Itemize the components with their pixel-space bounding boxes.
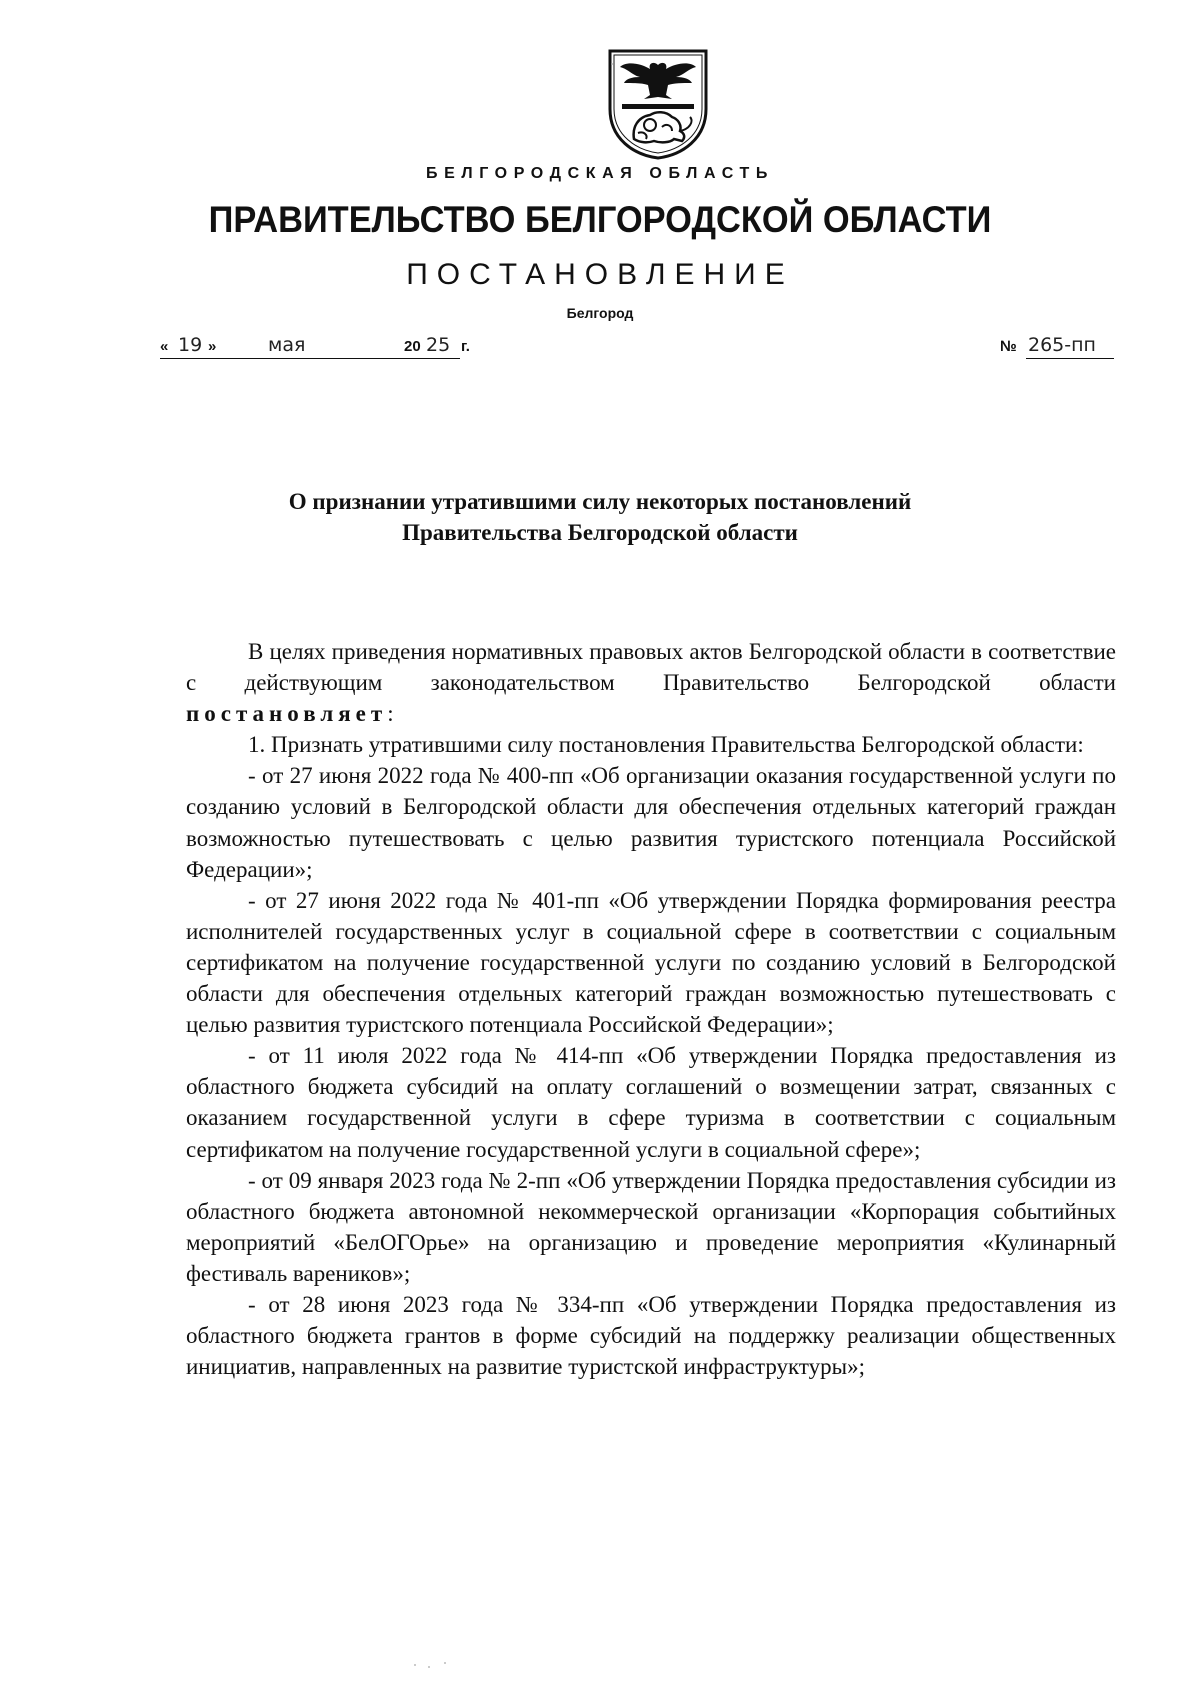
- document-body: [186, 636, 1116, 1382]
- scan-speck: [444, 1662, 446, 1664]
- date-close-quote: »: [208, 338, 217, 355]
- list-item: - от 28 июня 2023 года № 334-пп «Об утверждении Порядка предоставления из областного бюджета грантов в форме субсидий на поддержку реализации общественных инициатив, направленных на развитие туристской инфраструктуры»;: [186, 1291, 1116, 1380]
- list-item: - от 11 июля 2022 года № 414-пп «Об утверждении Порядка предоставления из областного бюджета субсидий на оплату соглашений о возмещении затрат, связанных с оказанием государственной услуги в сфере туризма в соответствии с социальным сертификатом на получение государственной услуги в социальной сфере»;: [186, 1043, 1116, 1162]
- government-name: ПРАВИТЕЛЬСТВО БЕЛГОРОДСКОЙ ОБЛАСТИ: [208, 199, 992, 240]
- intro-paragraph: [186, 636, 1116, 729]
- coat-of-arms-icon: [604, 47, 712, 160]
- city-name: Белгород: [566, 305, 634, 321]
- scan-speck: [414, 1664, 416, 1666]
- scan-speck: [611, 63, 613, 65]
- number-label: №: [1000, 338, 1017, 355]
- resolves-word: постановляет: [186, 701, 388, 727]
- scan-speck: [428, 1666, 430, 1668]
- date-year-suffix: 25: [426, 334, 451, 356]
- region-name: БЕЛГОРОДСКАЯ ОБЛАСТЬ: [426, 165, 774, 182]
- date-year-mark: г.: [461, 338, 470, 355]
- date-line: [160, 334, 490, 362]
- list-item: - от 09 января 2023 года № 2-пп «Об утверждении Порядка предоставления субсидии из областного бюджета автономной некоммерческой организации «Корпорация событийных мероприятий «БелОГОрье» на организацию и проведение мероприятия «Кулинарный фестиваль вареников»;: [186, 1167, 1116, 1286]
- document-title: [0, 486, 1200, 548]
- date-day: 19: [178, 334, 203, 356]
- number-line: [1000, 334, 1120, 362]
- resolves-colon: :: [387, 701, 394, 727]
- title-line-2: Правительства Белгородской области: [402, 520, 798, 545]
- date-open-quote: «: [160, 338, 169, 355]
- document-type: ПОСТАНОВЛЕНИЕ: [406, 258, 794, 291]
- date-year-prefix: 20: [404, 338, 421, 355]
- date-month: мая: [268, 334, 306, 356]
- number-underline: [1026, 358, 1114, 359]
- item-1-paragraph: 1. Признать утратившими силу постановления Правительства Белгородской области:: [248, 732, 1084, 758]
- title-line-1: О признании утратившими силу некоторых постановлений: [288, 489, 912, 514]
- list-item: - от 27 июня 2022 года № 401-пп «Об утверждении Порядка формирования реестра исполнителей государственных услуг в социальной сфере в соответствии с социальным сертификатом на получение государственной услуги по созданию условий в Белгородской области для обеспечения отдельных категорий граждан возможностью путешествовать с целью развития туристского потенциала Российской Федерации»;: [186, 887, 1116, 1038]
- date-underline: [160, 358, 460, 359]
- intro-text: В целях приведения нормативных правовых актов Белгородской области в соответствие с действующим законодательством Правительство Белгородской области: [186, 639, 1116, 696]
- number-value: 265-пп: [1028, 334, 1096, 356]
- list-item: - от 27 июня 2022 года № 400-пп «Об организации оказания государственной услуги по созданию условий в Белгородской области для обеспечения отдельных категорий граждан возможностью путешествовать с целью развития туристского потенциала Российской Федерации»;: [186, 763, 1116, 882]
